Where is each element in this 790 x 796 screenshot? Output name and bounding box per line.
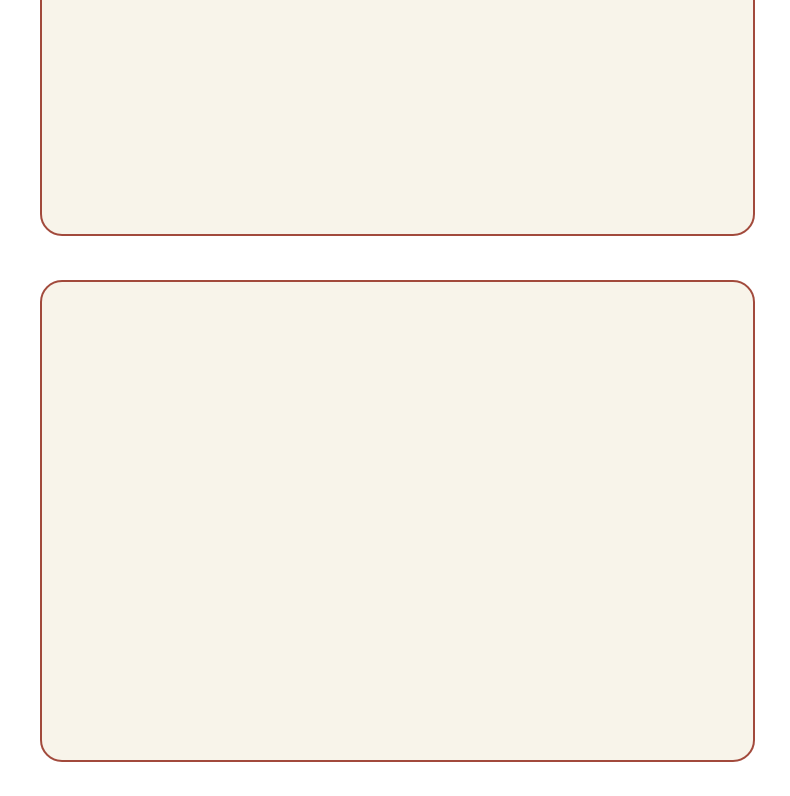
size-table-top [40,0,755,236]
size-table-women [40,280,755,762]
